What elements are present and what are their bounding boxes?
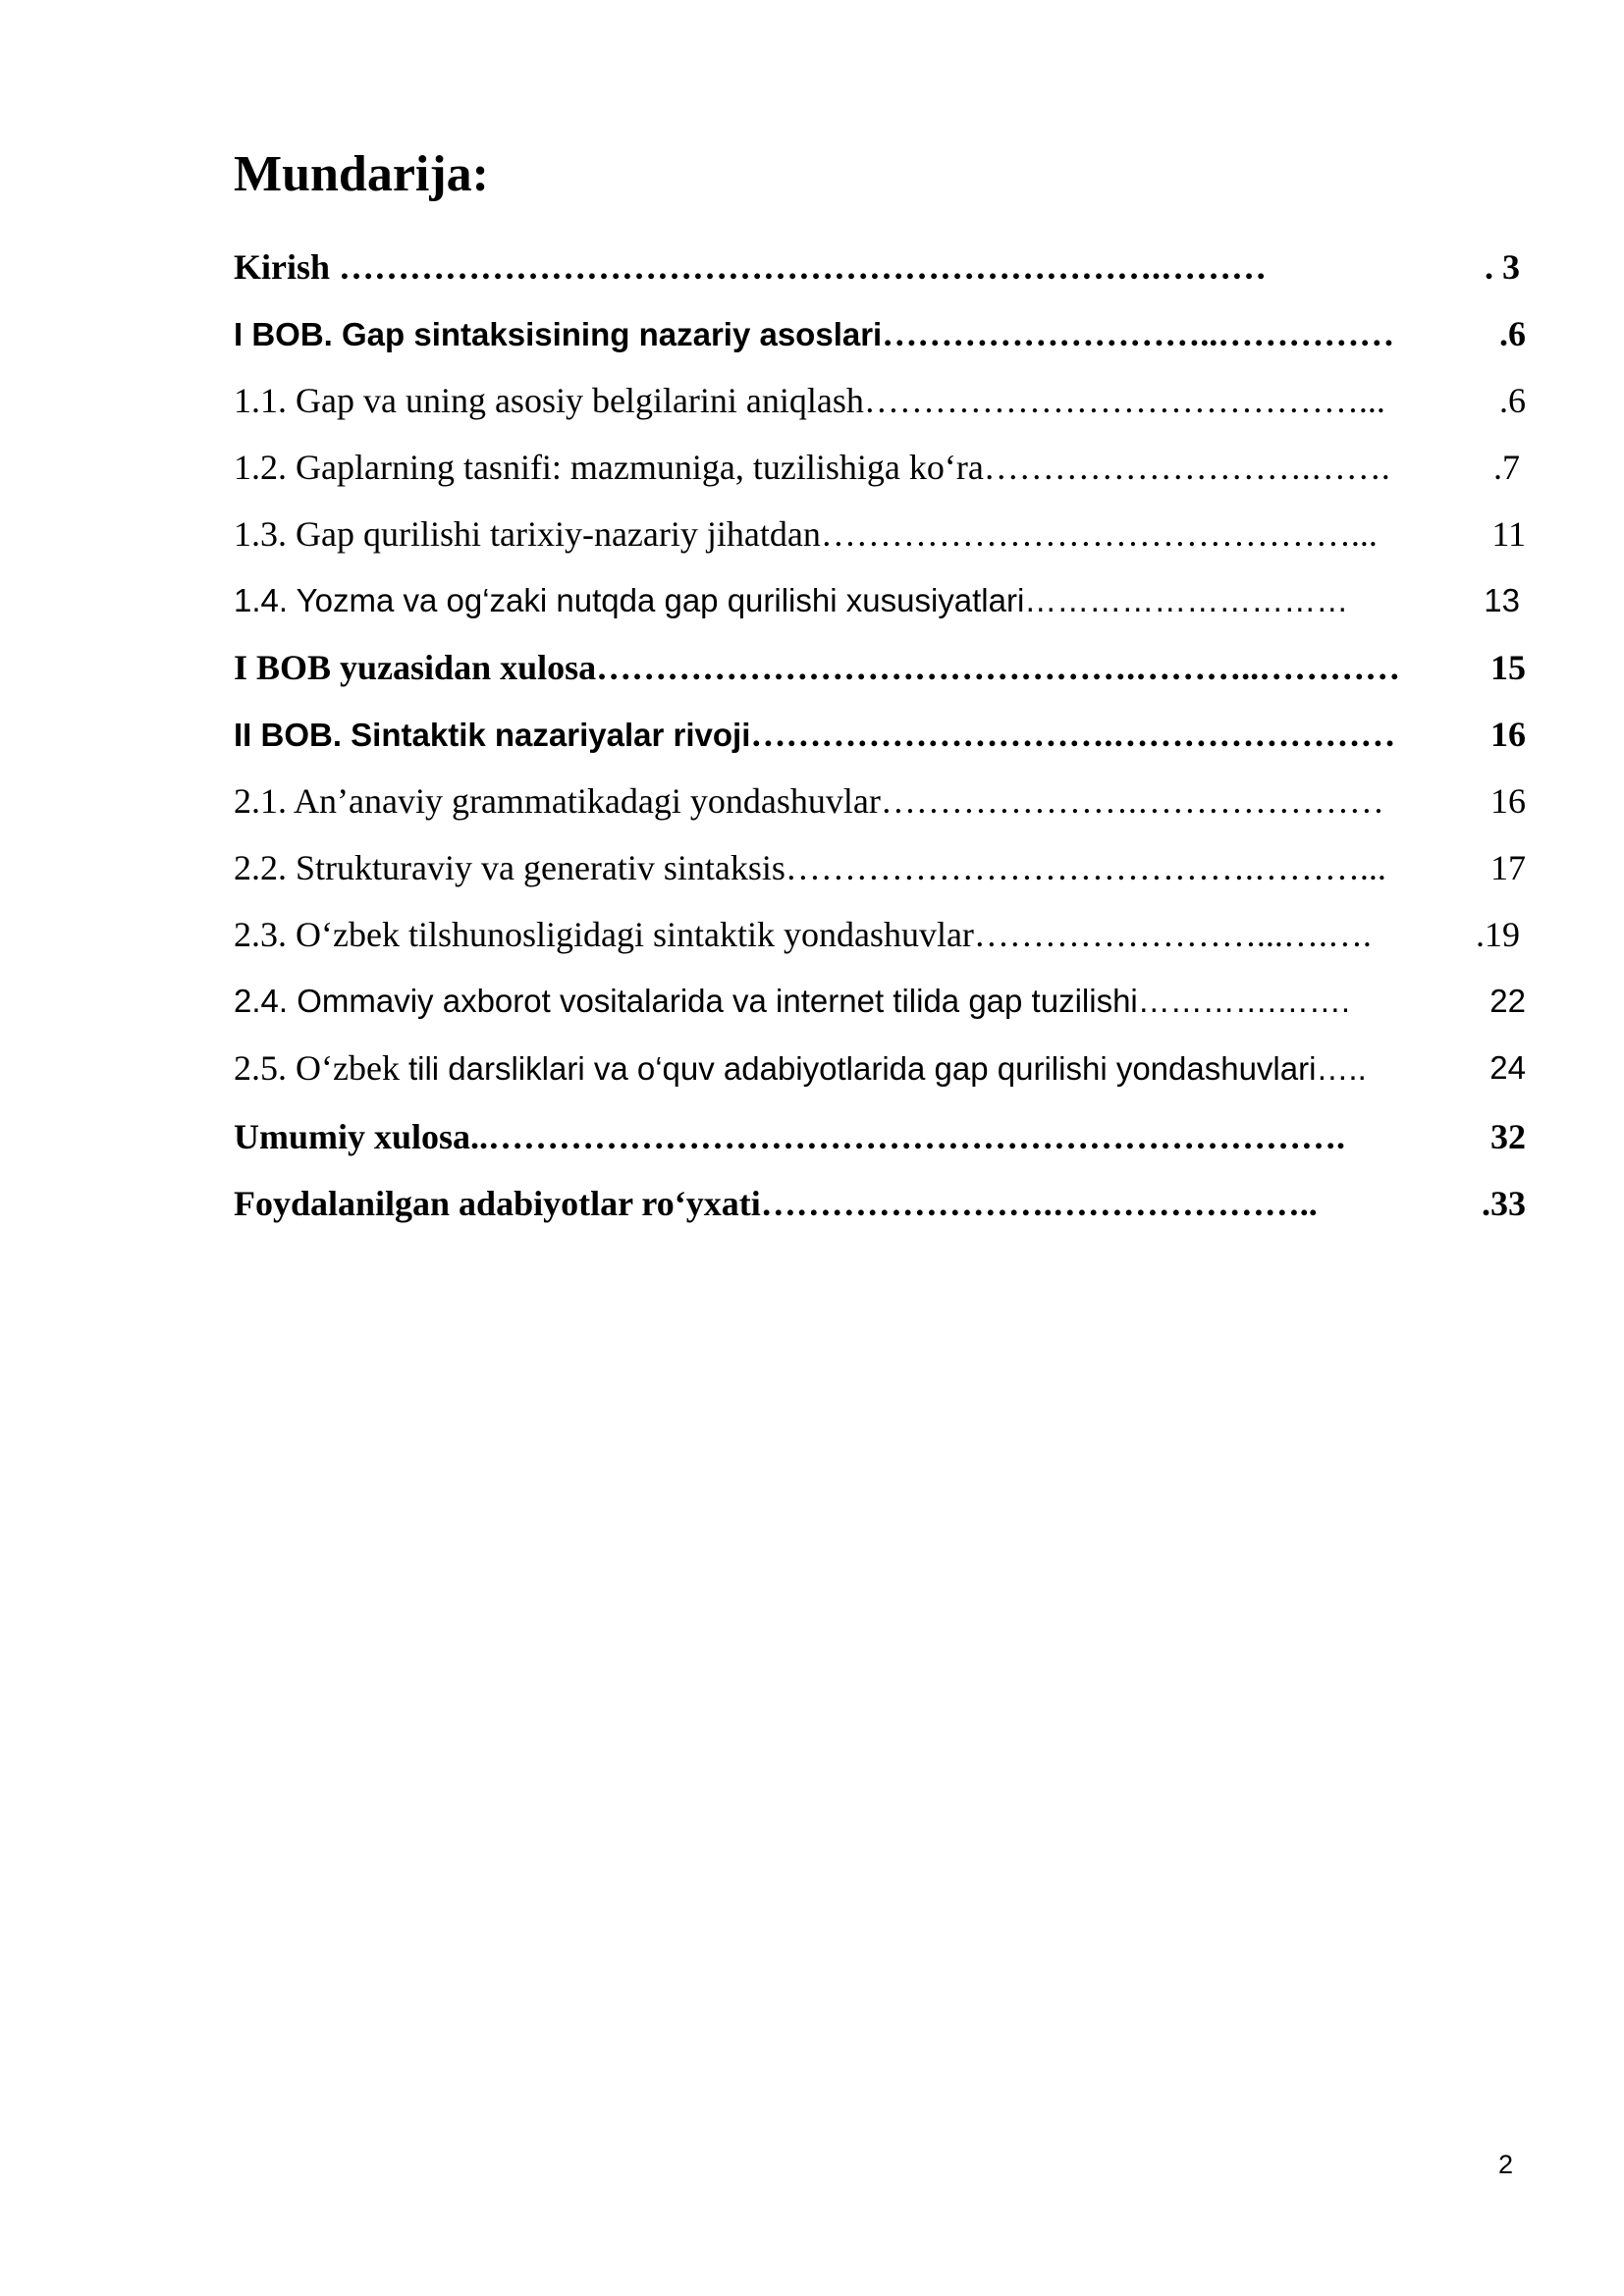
toc-entry-adabiyotlar[interactable]: [234, 1178, 1526, 1245]
toc-entry-title: tili darsliklari va o‘quv adabiyotlarida gap qurilishi yondashuvlari…..: [407, 1050, 1367, 1087]
toc-entry-page: .7: [1493, 448, 1520, 487]
toc-entry-title: I BOB yuzasidan xulosa……………………………………….………..…………: [234, 648, 1401, 687]
toc-entry-page: 24: [1489, 1049, 1526, 1086]
toc-entry-page: .19: [1476, 915, 1520, 954]
toc-entry-2-1[interactable]: [234, 775, 1526, 842]
toc-entry-bob1[interactable]: [234, 308, 1526, 375]
toc-entry-page: .6: [1499, 381, 1526, 420]
toc-entry-title: II BOB. Sintaktik nazariyalar rivoji: [234, 717, 751, 753]
toc-entry-title: 2.4. Ommaviy axborot vositalarida va internet tilida gap tuzilishi………….…….: [234, 983, 1351, 1019]
toc-entry-page: 16: [1490, 781, 1526, 821]
toc-entry-title: Umumiy xulosa..……………………………………………………………….: [234, 1117, 1346, 1156]
toc-entry-title: 1.1. Gap va uning asosiy belgilarini aniqlash……………………………………...: [234, 381, 1385, 420]
page-number: 2: [1498, 2150, 1514, 2179]
toc-entry-2-3[interactable]: [234, 909, 1526, 976]
toc-entry-title: 1.3. Gap qurilishi tarixiy-nazariy jihatdan………………………………………...: [234, 514, 1378, 554]
toc-entry-1-2[interactable]: [234, 442, 1526, 508]
toc-entry-2-2[interactable]: [234, 842, 1526, 909]
toc-entry-title: 1.4. Yozma va og‘zaki nutqda gap qurilishi xususiyatlari…………………………: [234, 582, 1349, 618]
toc-entry-page: .6: [1499, 314, 1526, 353]
toc-entry-umumiy-xulosa[interactable]: [234, 1111, 1526, 1178]
toc-entry-page: 16: [1490, 715, 1526, 754]
toc-entry-title: Foydalanilgan adabiyotlar ro‘yxati…………………….…………………..: [234, 1184, 1318, 1223]
toc-entry-bob2[interactable]: [234, 709, 1526, 775]
toc-entry-2-5[interactable]: [234, 1042, 1526, 1111]
toc-heading: Mundarija:: [234, 146, 489, 202]
toc-entry-page: 13: [1484, 582, 1520, 618]
toc-entry-page: 22: [1489, 983, 1526, 1019]
toc-entry-title: 2.2. Strukturaviy va generativ sintaksis………………………………….………...: [234, 848, 1386, 887]
toc-entry-kirish[interactable]: [234, 241, 1526, 308]
toc-entry-page: 11: [1491, 514, 1526, 554]
toc-entry-2-4[interactable]: [234, 976, 1526, 1042]
toc-entry-page: 17: [1490, 848, 1526, 887]
toc-entry-title: 2.3. O‘zbek tilshunosligidagi sintaktik yondashuvlar……………………...….….: [234, 915, 1372, 954]
toc-entry-1-1[interactable]: [234, 375, 1526, 442]
toc-entry-page: . 3: [1485, 247, 1520, 287]
toc-entry-prefix: 2.5. O‘zbek: [234, 1048, 408, 1088]
toc-entry-title: I BOB. Gap sintaksisining nazariy asoslari: [234, 316, 883, 352]
toc-entry-page: 32: [1490, 1117, 1526, 1156]
toc-entry-page: .33: [1482, 1184, 1526, 1223]
toc-entry-bob1-xulosa[interactable]: [234, 642, 1526, 709]
toc-entry-title: 1.2. Gaplarning tasnifi: mazmuniga, tuzilishiga ko‘ra……………………….…….: [234, 448, 1390, 487]
toc-entry-title: Kirish …………………………………………………………….………: [234, 247, 1268, 287]
toc-entry-leader: ………………………….……………………: [750, 715, 1396, 754]
table-of-contents: [234, 241, 1526, 1245]
toc-entry-page: 15: [1490, 648, 1526, 687]
toc-entry-1-4[interactable]: [234, 575, 1526, 642]
toc-entry-1-3[interactable]: [234, 508, 1526, 575]
toc-entry-leader: ………………………..……………: [882, 314, 1395, 353]
toc-entry-title: 2.1. An’anaviy grammatikadagi yondashuvlar………………….…………………: [234, 781, 1384, 821]
